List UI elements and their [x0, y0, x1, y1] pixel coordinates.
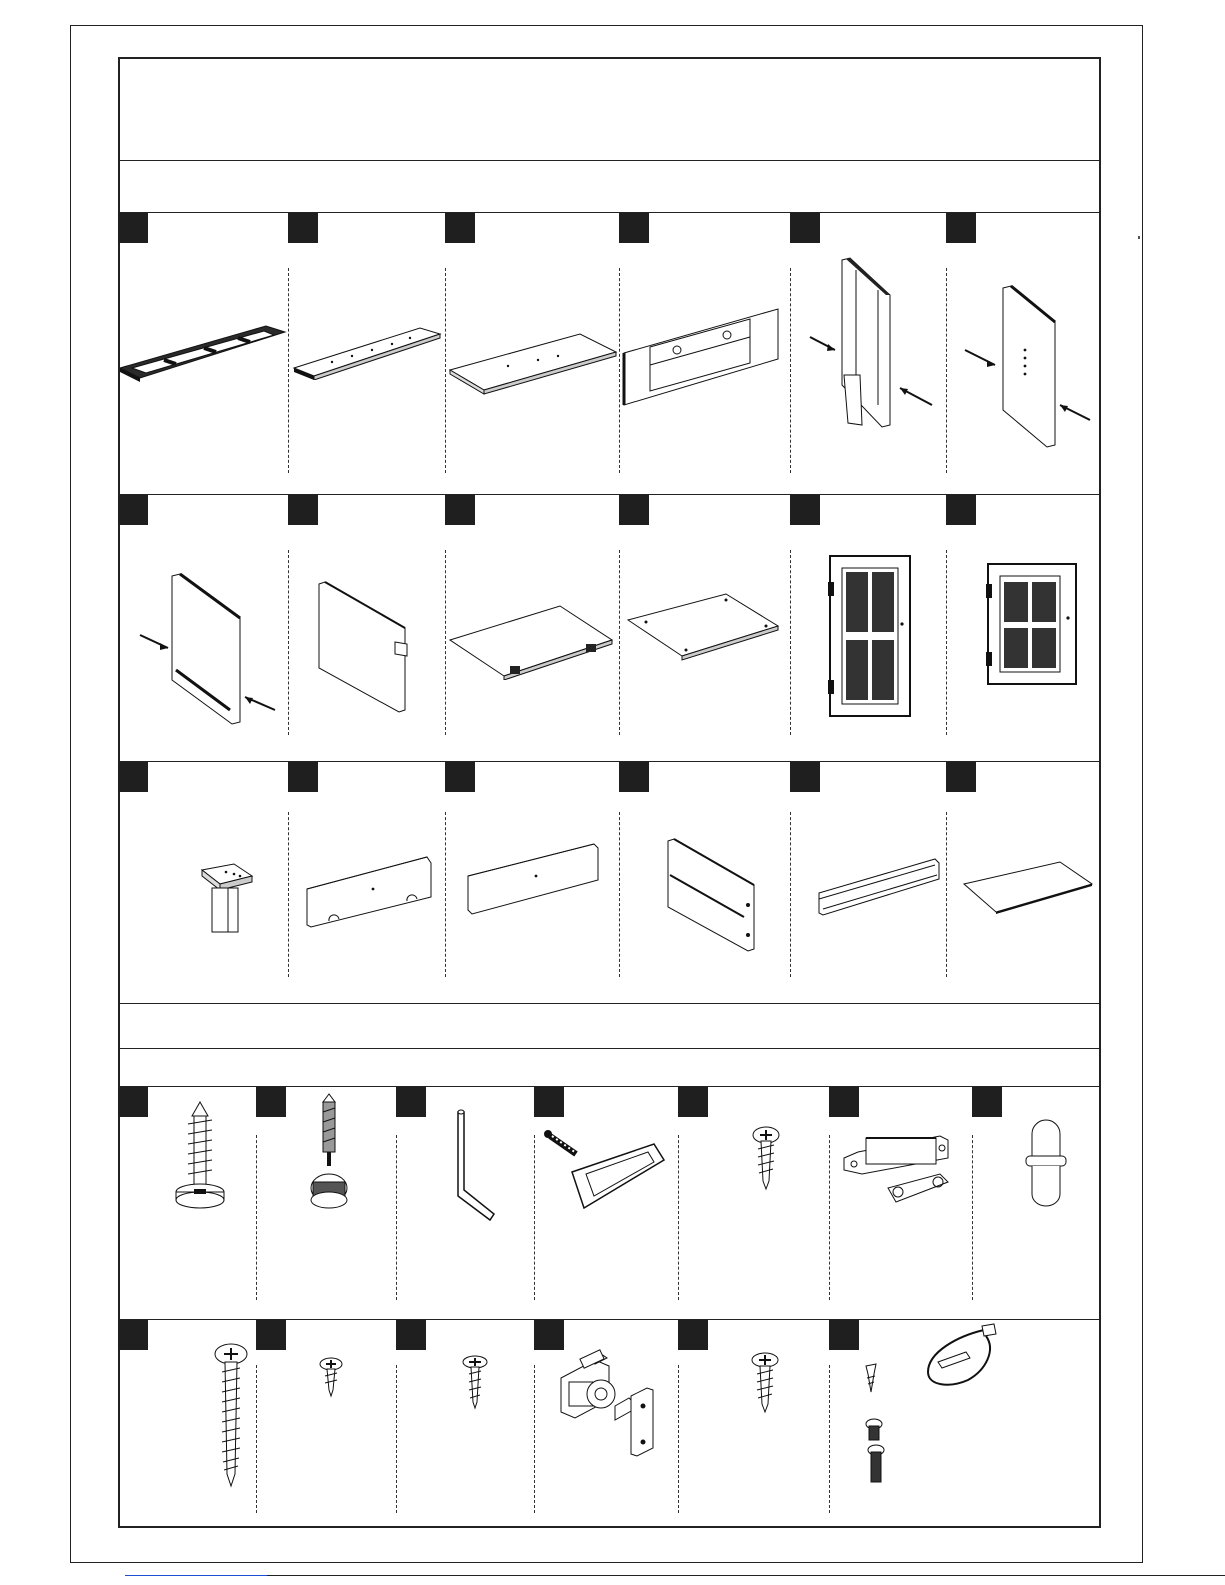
shelf-pin-icon — [1022, 1118, 1070, 1210]
side-panel-right-drawing — [955, 280, 1095, 450]
drawer-front-drawing — [464, 840, 604, 920]
allen-key-icon — [450, 1108, 500, 1226]
part-tag — [790, 213, 820, 243]
column-separator — [445, 268, 446, 473]
hardware-heading-top — [118, 1003, 1101, 1004]
divider-panel-drawing — [315, 580, 415, 715]
top-panel-drawing — [448, 330, 618, 400]
column-separator — [829, 1135, 830, 1300]
side-panel-with-drawer-runner-drawing — [130, 570, 280, 730]
column-separator — [534, 1135, 535, 1300]
hardware-tag — [678, 1320, 708, 1350]
hardware-tag — [534, 1087, 564, 1117]
part-tag — [619, 213, 649, 243]
part-tag — [445, 762, 475, 792]
long-wood-screw-icon — [208, 1342, 254, 1490]
column-separator — [445, 550, 446, 735]
hardware-tag — [829, 1087, 859, 1117]
hardware-tag — [118, 1087, 148, 1117]
drawer-side-drawing — [660, 835, 760, 955]
part-tag — [118, 495, 148, 525]
column-separator — [946, 268, 947, 473]
narrow-long-panel-drawing — [292, 320, 442, 380]
shelf-with-hinges-drawing — [448, 600, 618, 680]
part-tag — [445, 213, 475, 243]
column-separator — [829, 1365, 830, 1513]
column-separator — [946, 550, 947, 735]
anti-tip-kit-icon — [858, 1322, 1008, 1487]
hardware-tag — [972, 1087, 1002, 1117]
part-tag — [790, 762, 820, 792]
column-separator — [619, 812, 620, 977]
hardware-tag — [396, 1087, 426, 1117]
column-separator — [256, 1365, 257, 1513]
hardware-tag — [396, 1320, 426, 1350]
margin-mark — [1138, 236, 1140, 239]
hardware-tag — [534, 1320, 564, 1350]
part-tag — [288, 495, 318, 525]
part-tag — [946, 213, 976, 243]
drawer-bottom-board-drawing — [960, 858, 1095, 918]
part-tag — [619, 762, 649, 792]
part-tag — [118, 762, 148, 792]
medium-screw-icon — [459, 1354, 491, 1412]
column-separator — [396, 1135, 397, 1300]
column-separator — [288, 550, 289, 735]
part-tag — [118, 213, 148, 243]
column-separator — [256, 1135, 257, 1300]
column-separator — [972, 1135, 973, 1300]
small-screw-icon — [316, 1356, 346, 1400]
part-tag — [288, 213, 318, 243]
column-separator — [534, 1365, 535, 1513]
column-separator — [678, 1135, 679, 1300]
hardware-tag — [256, 1087, 286, 1117]
short-wood-screw-icon — [746, 1125, 786, 1193]
magnetic-catch-icon — [840, 1130, 960, 1210]
part-tag — [288, 762, 318, 792]
column-separator — [946, 812, 947, 977]
column-separator — [396, 1365, 397, 1513]
hardware-tag — [256, 1320, 286, 1350]
part-tag — [619, 495, 649, 525]
cam-bolt-and-lock-icon — [305, 1092, 353, 1217]
column-separator — [790, 550, 791, 735]
column-separator — [678, 1365, 679, 1513]
side-leg-panel-left-drawing — [800, 255, 940, 430]
hardware-tag — [118, 1320, 148, 1350]
column-separator — [790, 268, 791, 473]
column-separator — [288, 812, 289, 977]
drawer-back-rail-drawing — [815, 855, 945, 930]
flat-head-screw-icon — [746, 1352, 784, 1414]
lag-screw-icon — [170, 1100, 230, 1212]
base-frame-panel-drawing — [118, 318, 288, 383]
column-separator — [288, 268, 289, 473]
hardware-tag — [678, 1087, 708, 1117]
header-divider — [118, 160, 1101, 161]
footer-link-underline[interactable] — [125, 1575, 267, 1576]
back-panel-frame-drawing — [622, 305, 782, 410]
door-large-drawing — [822, 552, 917, 722]
part-tag — [445, 495, 475, 525]
door-pull-with-bolt-icon — [540, 1128, 670, 1213]
part-tag — [790, 495, 820, 525]
door-small-drawing — [980, 560, 1080, 690]
hardware-heading-divider — [118, 1048, 1101, 1049]
column-separator — [619, 268, 620, 473]
content-frame — [118, 57, 1101, 1528]
column-separator — [619, 550, 620, 735]
part-tag — [946, 495, 976, 525]
column-separator — [445, 812, 446, 977]
leg-post-drawing — [198, 862, 258, 937]
stretcher-rail-drawing — [303, 855, 433, 935]
column-separator — [790, 812, 791, 977]
shelf-panel-drawing — [626, 590, 786, 670]
hardware-tag — [829, 1320, 859, 1350]
part-tag — [946, 762, 976, 792]
push-latch-icon — [555, 1348, 667, 1458]
footer-rule — [267, 1575, 1225, 1576]
